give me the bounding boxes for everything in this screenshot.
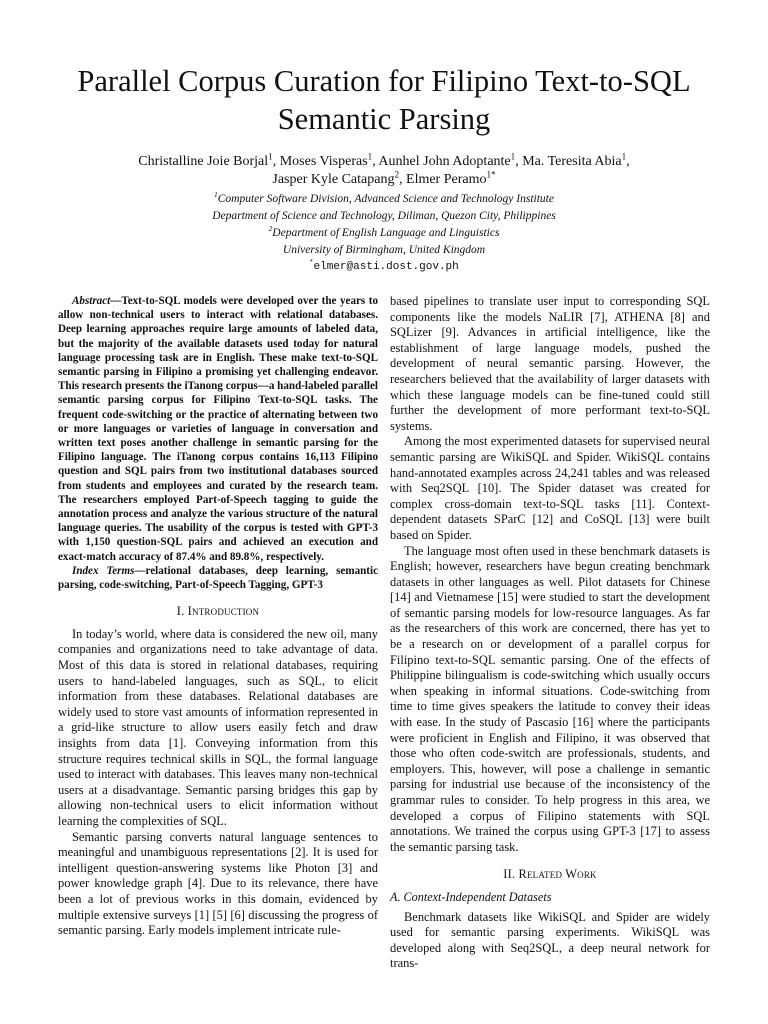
email-address[interactable]: elmer@asti.dost.gov.ph xyxy=(313,261,459,273)
author-name: , Ma. Teresita Abia xyxy=(515,154,622,169)
author-affiliation-mark: 2 xyxy=(394,169,400,180)
body-paragraph: based pipelines to translate user input to corresponding SQL components like the models NaLIR [7], ATHENA [8] and SQLizer [9]. Advances in artificial intelligence, like the establishment of large language models, pushed the development of neural semantic parsing. However, the researchers believed that the availability of larger datasets with which these language models can be fine-tuned could still further the development of more performant text-to-SQL systems. xyxy=(390,294,710,433)
affiliation-mark: 1 xyxy=(214,190,218,200)
affiliation-block xyxy=(40,191,728,276)
body-paragraph: Among the most experimented datasets for supervised neural semantic parsing are WikiSQL and Spider. WikiSQL contains hand-annotated examples across 24,241 tables and was released with Seq2SQL [10]. The Spider dataset was created for complex cross-domain text-to-SQL tasks [11]. Context-dependent datasets SParC [12] and CoSQL [13] were built based on Spider. xyxy=(390,434,710,542)
section-heading-introduction: I. Introduction xyxy=(176,604,260,619)
abstract xyxy=(58,294,378,564)
paper-title xyxy=(40,62,728,138)
affiliation-line: Department of Science and Technology, Diliman, Quezon City, Philippines xyxy=(212,210,556,222)
affiliation-line xyxy=(40,191,728,208)
body-paragraph: Semantic parsing converts natural language sentences to meaningful and unambiguous representations [2]. It is used for intelligent question-answering systems like Photon [3] and power knowledge graph [4]. Due to its relevance, there have been a lot of previous works in this domain, evidenced by multiple extensive surveys [1] [5] [6] discussing the progress of semantic parsing. Early models implement intricate rule- xyxy=(58,829,378,938)
author-affiliation-mark: 1* xyxy=(486,169,496,180)
affiliation-text: Computer Software Division, Advanced Science and Technology Institute xyxy=(217,193,554,205)
affiliation-mark: 2 xyxy=(268,224,273,234)
section-heading-related-work: II. Related Work xyxy=(503,867,597,882)
subsection-heading: A. Context-Independent Datasets xyxy=(390,889,552,904)
contact-email[interactable] xyxy=(40,259,728,276)
index-terms-text: —relational databases, deep learning, semantic parsing, code-switching, Part-of-Speech Tagging, GPT-3 xyxy=(58,564,378,592)
author-affiliation-mark: 1 xyxy=(510,151,516,162)
affiliation-line xyxy=(40,225,728,242)
author-name: , Aunhel John Adoptante xyxy=(372,154,511,169)
body-paragraph: In today’s world, where data is considered the new oil, many companies and organizations need to take advantage of data. Most of this data is stored in relational databases, requiring users to hand-labeled languages, such as SQL, to elicit information from these databases. Relational databases are widely used to store vast amounts of information represented in a grid-like structure to allow users easily fetch and draw insights from data [1]. Conveying information from this structure requires technical skills in SQL, the formal language used to interact with databases. This leaves many non-technical users at a disadvantage. Semantic parsing bridges this gap by allowing non-technical users to elicit information without learning the complexities of SQL. xyxy=(58,626,378,828)
author-name: Jasper Kyle Catapang xyxy=(272,172,395,187)
corresponding-mark: * xyxy=(309,259,314,268)
author-affiliation-mark: 1 xyxy=(268,151,273,162)
affiliation-line: University of Birmingham, United Kingdom xyxy=(282,244,486,256)
author-list: Christalline Joie Borjal$^1$, Moses Visperas$^1$, Aunhel John Adoptante$^1$, Ma. Teresita Abia$^1$, Jasper Kyle Catapang$^2$, Elmer Peramo$^{1*}$ xyxy=(138,151,630,187)
body-paragraph: Benchmark datasets like WikiSQL and Spider are widely used for semantic parsing experiments. WikiSQL was developed along with Seq2SQL, a deep neural network for trans- xyxy=(390,909,710,971)
index-terms-lead: Index Terms xyxy=(72,564,135,577)
title-line-2: Semantic Parsing xyxy=(277,102,491,136)
left-column xyxy=(58,294,378,939)
abstract-text: —Text-to-SQL models were developed over the years to allow non-technical users to interact with relational databases. Deep learning approaches require large amounts of labeled data, but the majority of the available datasets used today for natural language processing task are in English. These make text-to-SQL semantic parsing in Filipino a promising yet challenging endeavor. This research presents the iTanong corpus—a hand-labeled parallel semantic parsing corpus for Filipino Text-to-SQL tasks. The frequent code-switching or the practice of alternating between two or more languages or varieties of language in conversation and written text poses another challenge in semantic parsing for the Filipino language. The iTanong corpus contains 16,113 Filipino question and SQL pairs from two institutional databases sourced from students and employees and curated by the research team. The researchers employed Part-of-Speech tagging to guide the annotation process and analyze the various structure of the natural language queries. The usability of the corpus is tested with GPT-3 with 1,150 question-SQL pairs and achieved an execution and exact-match accuracy of 87.4% and 89.8%, respectively. xyxy=(58,295,378,563)
author-name: , Moses Visperas xyxy=(272,154,368,169)
author-affiliation-mark: 1 xyxy=(621,151,627,162)
body-paragraph: The language most often used in these benchmark datasets is English; however, researchers have begun creating benchmark datasets in other languages as well. Pilot datasets for Chinese [14] and Vietnamese [15] were studied to start the development of semantic parsing models for low-resource languages. As far as the researchers of this work are concerned, there has yet to be a research on or development of a parallel corpus for Filipino text-to-SQL semantic parsing. One of the effects of Philippine bilingualism is code-switching which usually occurs when speaking in informal situations. Code-switching from time to time gives speakers the latitude to convey their ideas with ease. In the study of Pascasio [16] where the participants were proficient in English and Filipino, it was observed that those who often code-switch are professionals, students, and employers. This, however, will pose a challenge in semantic parsing for industrial use because of the inconsistency of the grammar rules to consider. To help progress in this area, we developed a corpus of Filipino statements with SQL annotations. We trained the corpus using GPT-3 [17] to assess the semantic parsing task. xyxy=(390,543,710,854)
author-affiliation-mark: 1 xyxy=(367,151,373,162)
author-name: Christalline Joie Borjal xyxy=(138,154,269,169)
author-name: , Elmer Peramo xyxy=(399,172,487,187)
affiliation-text: Department of English Language and Linguistics xyxy=(272,227,500,239)
index-terms xyxy=(58,564,378,592)
title-line-1: Parallel Corpus Curation for Filipino Text-to-SQL xyxy=(77,64,691,98)
abstract-lead: Abstract xyxy=(72,295,111,307)
right-column xyxy=(390,294,710,972)
